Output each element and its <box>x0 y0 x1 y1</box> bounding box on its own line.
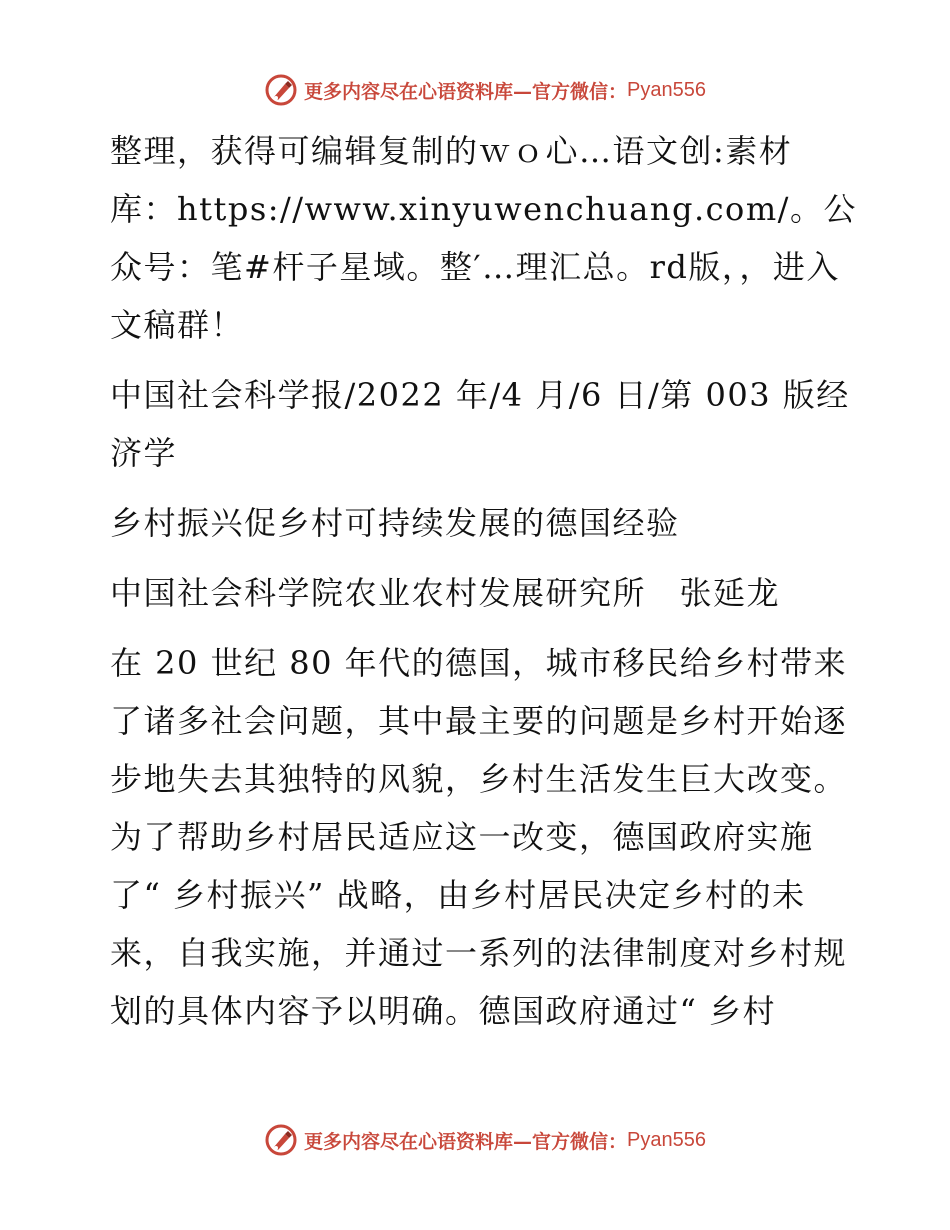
header-banner-wechat-id: Pyan556 <box>627 78 706 101</box>
article-author: 中国社会科学院农业农村发展研究所 张延龙 <box>110 574 781 612</box>
footer-banner-wechat-id: Pyan556 <box>627 1128 706 1151</box>
header-banner-content <box>264 73 706 107</box>
pen-nib-circle-icon <box>264 73 298 107</box>
footer-banner <box>0 1120 950 1160</box>
header-banner-text: 更多内容尽在心语资料库—官方微信： <box>304 80 628 103</box>
footer-banner-text: 更多内容尽在心语资料库—官方微信： <box>304 1130 628 1153</box>
document-body <box>98 122 858 1040</box>
article-body-paragraph: 在 20 世纪 80 年代的德国，城市移民给乡村带来了诸多社会问题，其中最主要的问题是乡村开始逐步地失去其独特的风貌，乡村生活发生巨大改变。为了帮助乡村居民适应这一改变，德国政府实施了“ 乡村振兴” 战略，由乡村居民决定乡村的未来，自我实施，并通过一系列的法律制度对乡村规划的具体内容予以明确。德国政府通过“ 乡村 <box>110 644 848 1030</box>
footer-banner-content <box>264 1123 706 1157</box>
article-source: 中国社会科学报/2022 年/4 月/6 日/第 003 版经济学 <box>110 376 850 472</box>
promo-notice: 整理，获得可编辑复制的ｗｏ心…语文创:素材库：https://www.xinyuwenchuang.com/。公众号：笔#杆子星域。整′…理汇总。rd版，，进入文稿群！ <box>110 132 857 344</box>
header-banner <box>0 70 950 110</box>
pen-nib-circle-icon <box>264 1123 298 1157</box>
article-title: 乡村振兴促乡村可持续发展的德国经验 <box>110 504 680 542</box>
